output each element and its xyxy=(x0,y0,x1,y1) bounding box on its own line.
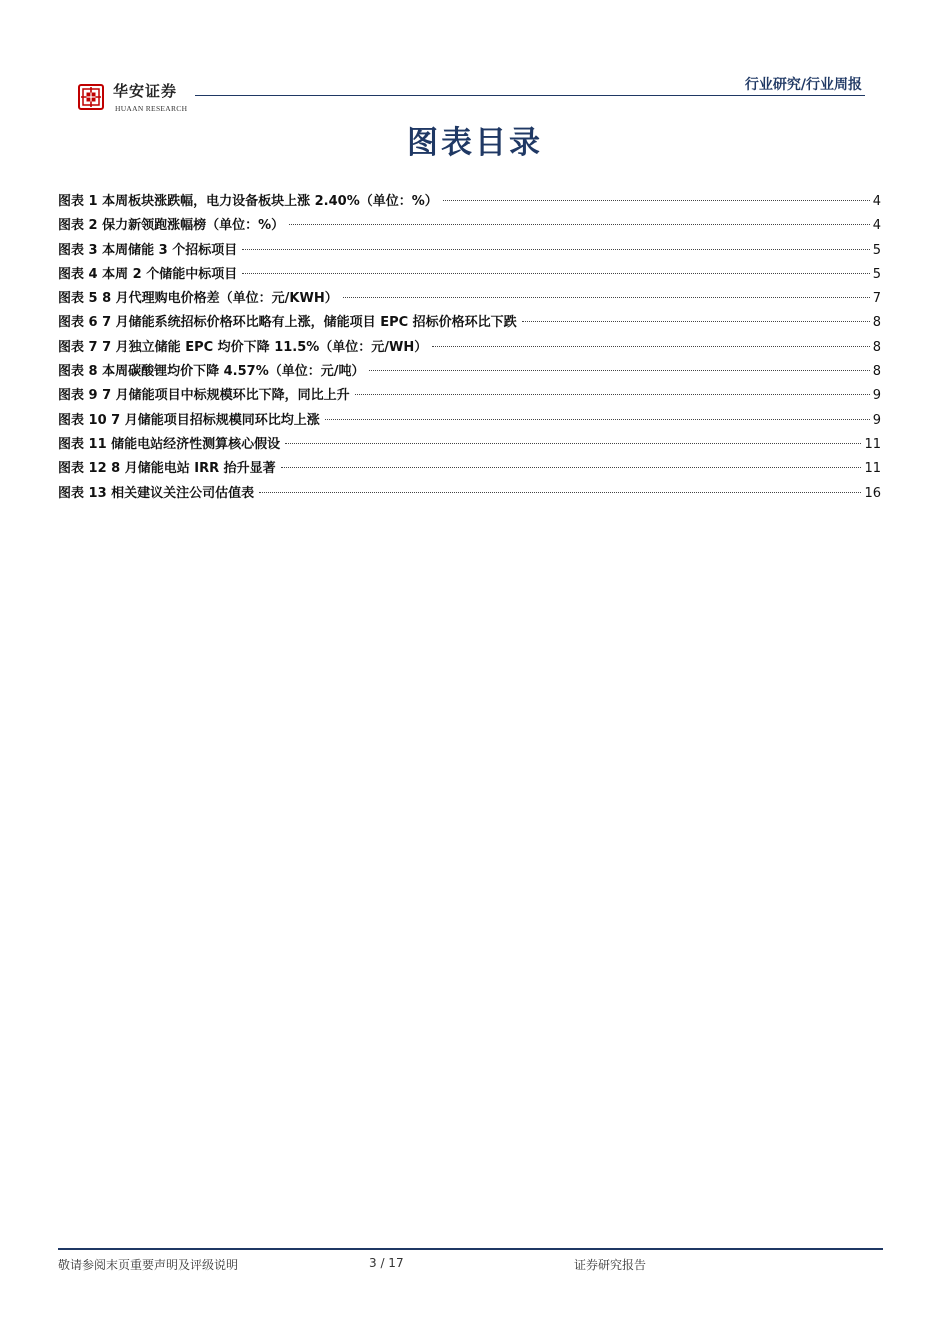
page-number: 3 / 17 xyxy=(369,1256,404,1270)
toc-entry-label: 图表 6 7 月储能系统招标价格环比略有上涨，储能项目 EPC 招标价格环比下跌 xyxy=(58,315,517,331)
toc-entry-label: 图表 12 8 月储能电站 IRR 抬升显著 xyxy=(58,461,276,477)
toc-dot-leader xyxy=(355,394,870,395)
toc-entry-page-number: 4 xyxy=(872,218,881,234)
toc-entry-label: 图表 2 保力新领跑涨幅榜（单位：%） xyxy=(58,218,285,234)
page-title: 图表目录 xyxy=(407,125,543,161)
toc-entry-label: 图表 10 7 月储能项目招标规模同环比均上涨 xyxy=(58,412,320,428)
toc-entry-page-number: 5 xyxy=(872,266,881,282)
brand-name-cn: 华安证券 xyxy=(113,82,178,100)
report-type: 证券研究报告 xyxy=(574,1258,647,1272)
toc-entry-page-number: 8 xyxy=(872,339,881,355)
toc-entry[interactable] xyxy=(58,241,881,265)
toc-dot-leader xyxy=(369,370,869,371)
toc-entry-page-number: 4 xyxy=(872,194,881,209)
toc-entry[interactable] xyxy=(58,435,881,459)
toc-entry-page-number: 9 xyxy=(872,388,881,404)
toc-dot-leader xyxy=(242,249,870,250)
toc-entry-label: 图表 4 本周 2 个储能中标项目 xyxy=(58,266,238,282)
toc-entry-page-number: 9 xyxy=(872,412,881,428)
brand-name-en: HUAAN RESEARCH xyxy=(115,104,188,113)
toc-entry[interactable] xyxy=(58,216,881,240)
toc-dot-leader xyxy=(343,297,870,298)
toc-entry[interactable] xyxy=(58,289,881,313)
toc-dot-leader xyxy=(281,467,862,468)
toc-entry-page-number: 11 xyxy=(864,461,881,477)
toc-entry[interactable] xyxy=(58,459,881,483)
toc-entry-label: 图表 1 本周板块涨跌幅，电力设备板块上涨 2.40%（单位：%） xyxy=(58,194,438,209)
huaan-seal-logo-icon xyxy=(78,84,104,110)
toc-entry-page-number: 8 xyxy=(872,364,881,380)
toc-dot-leader xyxy=(259,492,861,493)
toc-entry-label: 图表 5 8 月代理购电价格差（单位：元/KWH） xyxy=(58,291,338,307)
toc-dot-leader xyxy=(285,443,861,444)
header-divider xyxy=(195,95,865,96)
toc-entry[interactable] xyxy=(58,386,881,410)
toc-entry-label: 图表 3 本周储能 3 个招标项目 xyxy=(58,242,238,258)
toc-entry[interactable] xyxy=(58,411,881,435)
toc-entry[interactable] xyxy=(58,265,881,289)
figure-toc-list xyxy=(58,192,881,508)
toc-entry-label: 图表 11 储能电站经济性测算核心假设 xyxy=(58,436,281,452)
toc-entry[interactable] xyxy=(58,362,881,386)
toc-dot-leader xyxy=(432,346,869,347)
footer-disclaimer: 敬请参阅末页重要声明及评级说明 xyxy=(58,1258,239,1272)
report-category: 行业研究/行业周报 xyxy=(744,77,862,93)
toc-dot-leader xyxy=(242,273,870,274)
toc-dot-leader xyxy=(443,200,870,201)
toc-entry-page-number: 8 xyxy=(872,315,881,331)
toc-dot-leader xyxy=(325,419,870,420)
footer-divider xyxy=(58,1248,883,1250)
toc-dot-leader xyxy=(522,321,870,322)
toc-entry[interactable] xyxy=(58,484,881,508)
toc-entry[interactable] xyxy=(58,313,881,337)
toc-entry-page-number: 16 xyxy=(864,485,881,501)
toc-entry-page-number: 7 xyxy=(872,291,881,307)
toc-entry-label: 图表 13 相关建议关注公司估值表 xyxy=(58,485,255,501)
toc-dot-leader xyxy=(289,224,870,225)
toc-entry-label: 图表 8 本周碳酸锂均价下降 4.57%（单位：元/吨） xyxy=(58,364,365,380)
toc-entry[interactable] xyxy=(58,338,881,362)
toc-entry-label: 图表 9 7 月储能项目中标规模环比下降，同比上升 xyxy=(58,388,350,404)
toc-entry-label: 图表 7 7 月独立储能 EPC 均价下降 11.5%（单位：元/WH） xyxy=(58,339,428,355)
toc-entry-page-number: 5 xyxy=(872,242,881,258)
toc-entry[interactable] xyxy=(58,192,881,216)
toc-entry-page-number: 11 xyxy=(864,436,881,452)
